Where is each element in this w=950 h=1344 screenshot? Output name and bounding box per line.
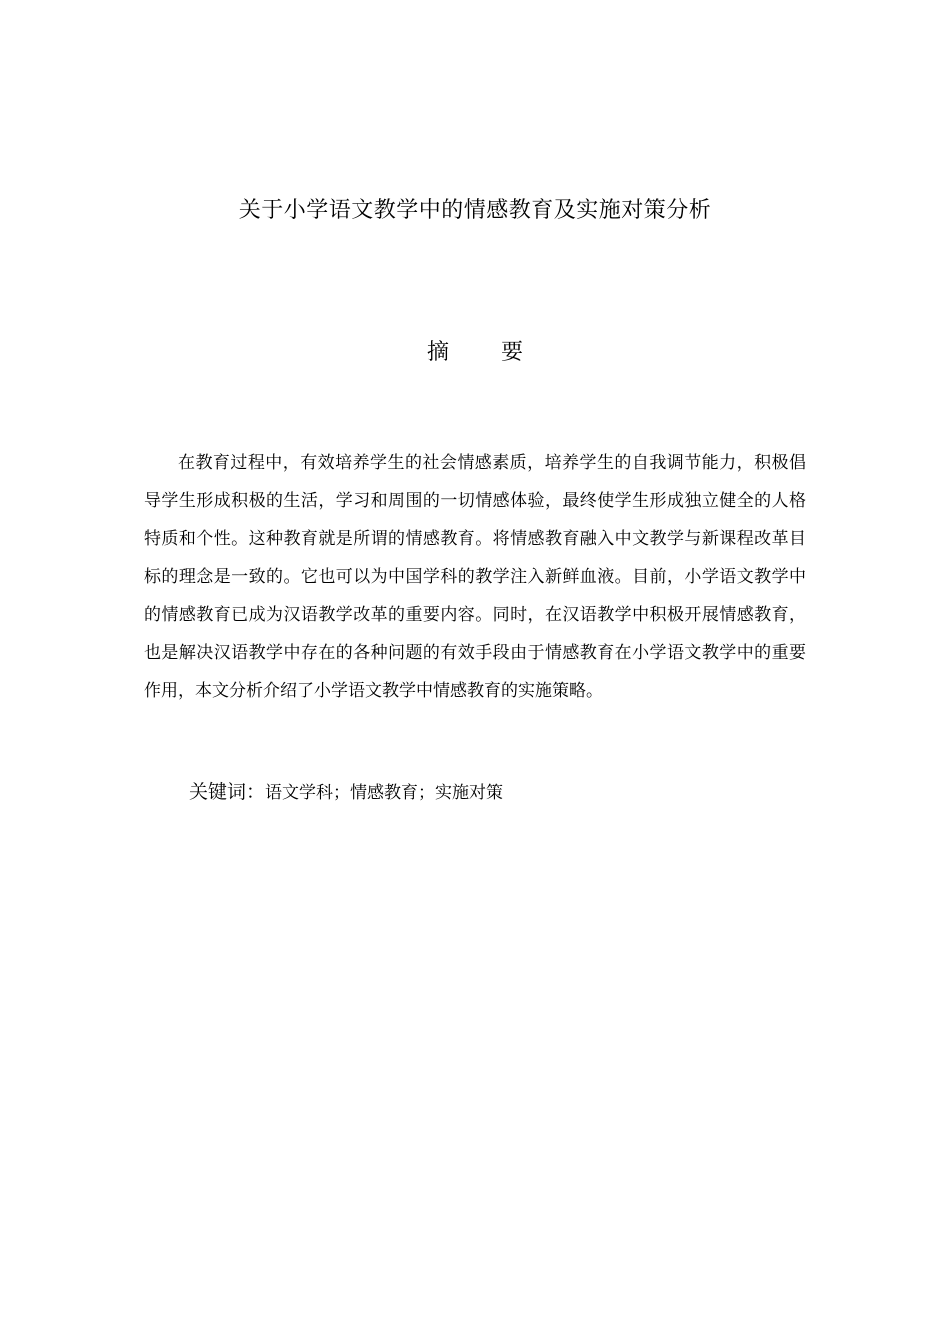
- abstract-body: 在教育过程中，有效培养学生的社会情感素质，培养学生的自我调节能力，积极倡导学生形成积极的生活，学习和周围的一切情感体验，最终使学生形成独立健全的人格特质和个性。这种教育就是所谓的情感教育。将情感教育融入中文教学与新课程改革目标的理念是一致的。它也可以为中国学科的教学注入新鲜血液。目前，小学语文教学中的情感教育已成为汉语教学改革的重要内容。同时，在汉语教学中积极开展情感教育，也是解决汉语教学中存在的各种问题的有效手段由于情感教育在小学语文教学中的重要作用，本文分析介绍了小学语文教学中情感教育的实施策略。: [144, 453, 806, 701]
- keywords-label: 关键词：: [189, 781, 266, 803]
- paper-title: 关于小学语文教学中的情感教育及实施对策分析: [238, 198, 712, 223]
- abstract-heading-char-2: 要: [501, 340, 524, 365]
- keywords-line: [189, 776, 789, 810]
- keywords-value: 语文学科；情感教育；实施对策: [265, 783, 504, 803]
- abstract-heading-char-1: 摘: [426, 340, 449, 365]
- abstract-heading: [0, 338, 950, 368]
